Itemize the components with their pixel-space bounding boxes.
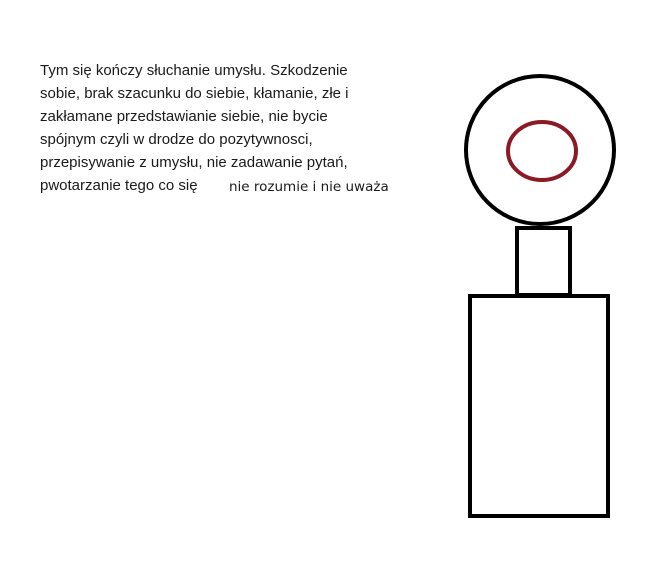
neck-rectangle <box>517 228 570 295</box>
note-line-2: sobie, brak szacunku do siebie, kłamanie, złe i <box>40 85 349 102</box>
note-continuation: nie rozumie i nie uważa <box>229 179 389 195</box>
body-rectangle <box>470 296 608 516</box>
note-line-3: zakłamane przedstawianie siebie, nie bycie <box>40 108 328 125</box>
note-line-1: Tym się kończy słuchanie umysłu. Szkodzenie <box>40 62 348 79</box>
note-line-6: pwotarzanie tego co się <box>40 177 198 194</box>
note-line-4: spójnym czyli w drodze do pozytywnosci, <box>40 131 313 148</box>
head-circle <box>466 76 614 224</box>
note-line-5: przepisywanie z umysłu, nie zadawanie pytań, <box>40 154 348 171</box>
